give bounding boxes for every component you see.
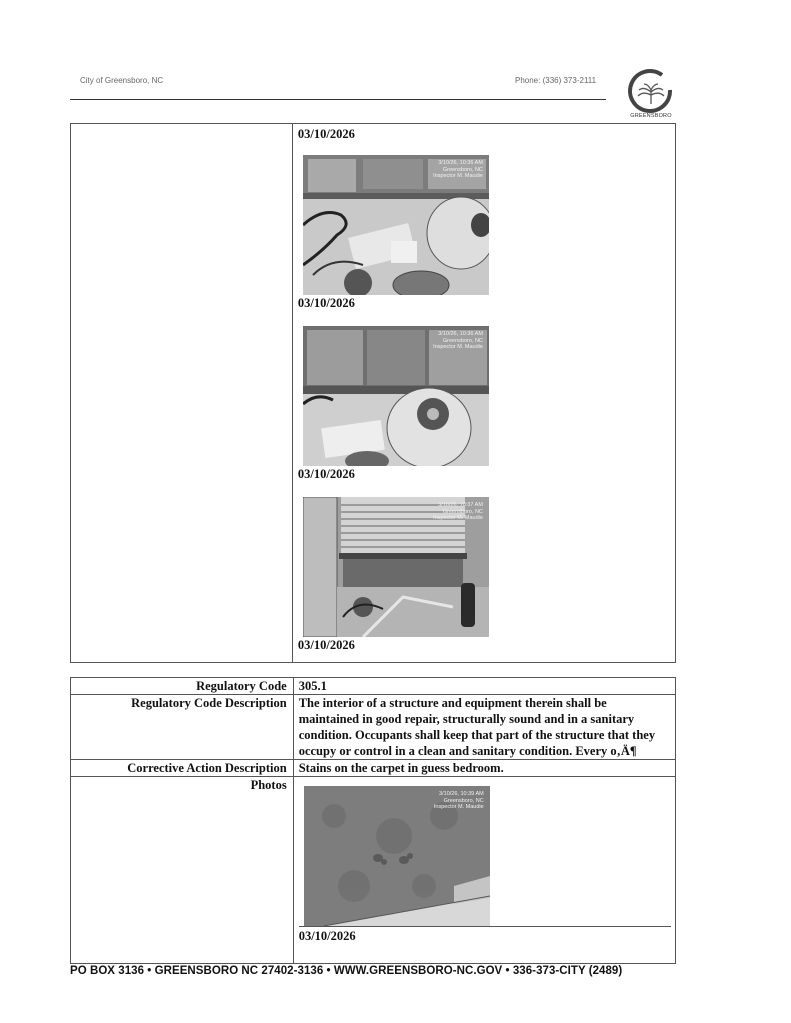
header-divider xyxy=(70,99,606,100)
label-column-empty xyxy=(71,124,293,663)
logo-wordmark: GREENSBORO xyxy=(630,113,672,119)
photos-column xyxy=(292,124,675,663)
table-row xyxy=(71,695,676,760)
table-row xyxy=(71,760,676,777)
regulatory-code-label: Regulatory Code xyxy=(71,678,294,695)
photos-label: Photos xyxy=(71,777,294,964)
inspection-photo-window-1 xyxy=(303,155,489,295)
regulatory-code-description-value: The interior of a structure and equipment therein shall be maintained in good repair, structurally sound and in a sanitary condition. Occupants shall keep that part of the structure that they occupy or control in a clean and sanitary condition. Every o‚Ä¶ xyxy=(293,695,675,760)
photo-date: 03/10/2026 xyxy=(297,467,355,481)
inspection-photo-carpet xyxy=(304,786,490,926)
photo-date: 03/10/2026 xyxy=(298,929,356,943)
photo-stamp: 3/10/26, 10:36 AM Greensboro, NC Inspector M. Maudie xyxy=(433,160,483,179)
corrective-action-label: Corrective Action Description xyxy=(71,760,294,777)
photo-date: 03/10/2026 xyxy=(297,638,355,652)
photo-date: 03/10/2026 xyxy=(297,127,355,141)
photos-table-continued xyxy=(70,123,676,663)
photos-cell xyxy=(293,777,675,964)
corrective-action-value: Stains on the carpet in guess bedroom. xyxy=(293,760,675,777)
photo-stamp: 3/10/26, 10:37 AM Greensboro, NC Inspector M. Maudie xyxy=(433,502,483,521)
footer-contact: PO BOX 3136 • GREENSBORO NC 27402-3136 • WWW.GREENSBORO-NC.GOV • 336-373-CITY (2489) xyxy=(70,965,623,977)
table-row xyxy=(71,678,676,695)
violation-table xyxy=(70,677,676,964)
header-phone: Phone: (336) 373-2111 xyxy=(515,76,597,85)
regulatory-code-value: 305.1 xyxy=(293,678,675,695)
photo-divider xyxy=(299,926,671,927)
inspection-photo-window-3 xyxy=(303,497,489,637)
regulatory-code-description-label: Regulatory Code Description xyxy=(71,695,294,760)
photo-date: 03/10/2026 xyxy=(297,296,355,310)
header-org: City of Greensboro, NC xyxy=(80,76,164,85)
photo-stamp: 3/10/26, 10:36 AM Greensboro, NC Inspector M. Maudie xyxy=(433,331,483,350)
table-row xyxy=(71,777,676,964)
photo-stamp: 3/10/26, 10:39 AM Greensboro, NC Inspector M. Maudie xyxy=(433,791,484,810)
inspection-photo-window-2 xyxy=(303,326,489,466)
